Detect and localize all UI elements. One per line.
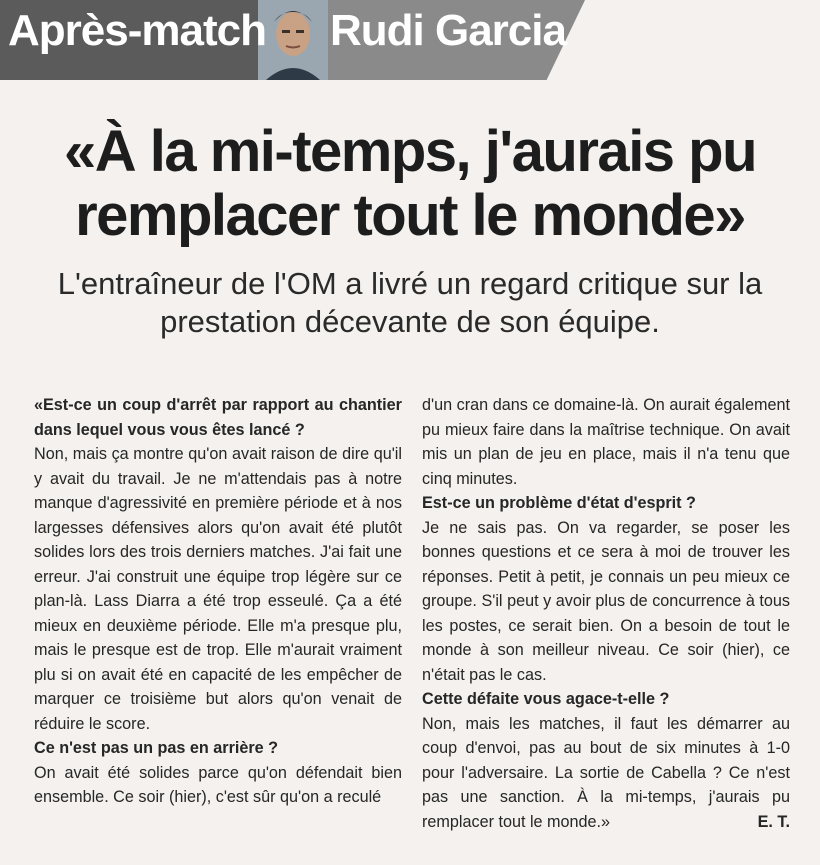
- question: Ce n'est pas un pas en arrière ?: [34, 739, 279, 757]
- standfirst: L'entraîneur de l'OM a livré un regard critique sur la prestation décevante de son équipe.: [57, 266, 763, 339]
- avatar: [258, 0, 328, 80]
- interview-column-left: [34, 393, 402, 810]
- answer: Je ne sais pas. On va regarder, se poser les bonnes questions et ce sera à moi de trouver les réponses. Petit à petit, je connais un peu mieux ce groupe. S'il peut y avoir plus de concurrence à tous les postes, ce serait bien. On a besoin de tout le monde à son meilleur niveau. Ce soir (hier), ce n'était pas le cas.: [422, 518, 790, 684]
- answer: On avait été solides parce qu'on défendait bien ensemble. Ce soir (hier), c'est sûr qu'on a reculé: [34, 763, 402, 806]
- article-banner: [0, 0, 600, 80]
- interview-column-right: [422, 393, 790, 834]
- banner-kicker: Après-match: [8, 6, 266, 55]
- question: Cette défaite vous agace-t-elle ?: [422, 690, 670, 708]
- answer: d'un cran dans ce domaine-là. On aurait également pu mieux faire dans la maîtrise technique. On avait mis un plan de jeu en place, mais il n'a tenu que cinq minutes.: [422, 396, 790, 488]
- answer-text: Non, mais les matches, il faut les démarrer au coup d'envoi, pas au bout de six minutes à 1-0 pour l'adversaire. La sortie de Cabella ? Ce n'est pas une sanction. À la mi-temps, j'aurais pu remplacer tout le monde.»: [422, 714, 790, 831]
- banner-person-name: Rudi Garcia: [330, 6, 566, 55]
- answer: [422, 712, 790, 835]
- author-signature: E. T.: [757, 812, 790, 831]
- question: «Est-ce un coup d'arrêt par rapport au chantier dans lequel vous vous êtes lancé ?: [34, 396, 402, 439]
- answer: Non, mais ça montre qu'on avait raison de dire qu'il y avait du travail. Je ne m'attendais pas à notre manque d'agressivité en première période et à nos largesses défensives alors qu'on avait été plutôt solides lors des trois derniers matches. J'ai fait une erreur. J'ai construit une équipe trop légère sur ce plan-là. Lass Diarra a été trop esseulé. Ça a été mieux en deuxième période. Elle m'a presque plu, mais le presque est de trop. Elle m'aurait vraiment plu si on avait été en capacité de les empêcher de marquer ce troisième but alors qu'on venait de réduire le score.: [34, 445, 402, 733]
- question: Est-ce un problème d'état d'esprit ?: [422, 494, 696, 512]
- headline: «À la mi-temps, j'aurais pu remplacer tout le monde»: [63, 119, 757, 248]
